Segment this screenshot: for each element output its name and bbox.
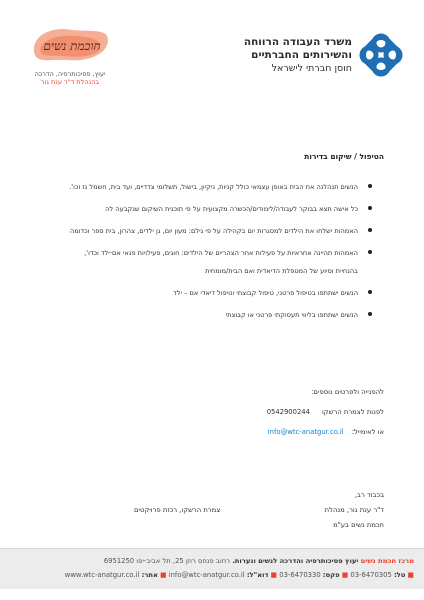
footer-email-link[interactable]: info@wtc-anatgur.co.il — [168, 571, 245, 579]
footer-tel[interactable]: 03-6470305 — [350, 571, 392, 579]
footer-line-1 — [10, 557, 414, 565]
footer-email-label: דוא"ל: — [246, 571, 269, 579]
brand-tagline: יעוץ, פסיכותרפיה, הדרכה — [34, 70, 106, 78]
footer-fax-label: פקס: — [322, 571, 340, 579]
signature-closing: בכבוד רב, — [354, 491, 384, 499]
list-item: הנשים ישתתפו בטיפול פרטני, טיפול קבוצתי וטיפול דיאדי אם – ילד — [68, 284, 372, 302]
list-item: כל אישה תצא בבוקר לעבודה/לימודים/הכשרה מקצועית על פי תוכנית השיקום שנקבעה לה — [68, 200, 372, 218]
ministry-header — [244, 32, 404, 78]
brand-block — [28, 22, 112, 86]
footer-bullet-icon: ■ — [341, 571, 349, 579]
footer-bullet-icon: ■ — [270, 571, 278, 579]
signature-org: חכמת נשים בע"מ — [333, 521, 384, 529]
footer-bullet-icon: ■ — [160, 571, 167, 579]
contact-email-row — [84, 422, 384, 442]
list-item: הנשים ישתתפו בליווי תעסוקתי פרטני או קבוצתי — [68, 306, 372, 324]
list-item: האמהות ישלחו את הילדים למסגרות יום בקהילה על פי גילם: מעון יום, גן ילדים, צהרון, בית ספר וכדומה — [68, 222, 372, 240]
footer-address: רחוב פנחס רוזן 25, תל אביב-יפו 6951250 — [103, 557, 231, 565]
signature-block — [44, 488, 384, 533]
ministry-line-2: והשירותים החברתיים — [251, 48, 352, 61]
contact-email-link[interactable]: info@wtc-anatgur.co.il — [267, 428, 344, 436]
list-item: הנשים תנהלנה את הבית באופן עצמאי כולל קניות, ניקיון, בישול, תשלומי צדדיים, ועד בית, חשמל גז וכו'. — [68, 178, 372, 196]
footer-line-2 — [10, 571, 414, 579]
contact-phone-row — [84, 402, 384, 422]
contact-phone[interactable]: 0542900244 — [266, 408, 310, 416]
document-subject: הטיפול / שיקום בדירות — [304, 152, 384, 161]
brand-director: בהנהלת ד"ר ענת גור — [40, 78, 100, 86]
contact-lead-label: לפנות לצמרת הרשקו — [321, 408, 384, 416]
list-item: האמהות תהיינה אחראיות על פעילות אחר הצהריים של הילדים: חוגים, פעילויות פנאי אם-ילד וכדו', בהנחיית וסיוע של המטפלת הדיאדית ואם הבית/מומחית — [68, 244, 372, 280]
ministry-knot-icon — [358, 32, 404, 78]
contact-email-label: או לאימייל: — [351, 428, 384, 436]
footer-tel-label: טל: — [393, 571, 406, 579]
footer-center-label: מרכז חכמת נשים — [360, 557, 414, 565]
ministry-name — [244, 36, 352, 75]
footer — [0, 548, 424, 589]
brand-logo — [28, 22, 112, 68]
bullet-list — [68, 178, 372, 328]
brand-logo-lettering: חוכמת נשים — [43, 39, 101, 53]
contact-intro: להפנייה ולפרטים נוספים: — [311, 388, 384, 396]
ministry-line-1: משרד העבודה הרווחה — [243, 35, 352, 48]
signer-2: צמרת הרשקו, רכזת פרויקטים — [134, 506, 221, 514]
footer-site-link[interactable]: www.wtc-anatgur.co.il — [64, 571, 140, 579]
footer-fax: 03-6470330 — [279, 571, 321, 579]
ministry-line-3: חוסן חברתי לישראל — [271, 62, 352, 74]
footer-site-label: אתר: — [141, 571, 158, 579]
contact-section — [84, 382, 384, 442]
signature-signers — [134, 503, 384, 518]
footer-center-desc: יעוץ פסיכותרפיה והדרכה לנשים ונערות. — [232, 557, 359, 565]
signer-1: ד"ר ענת גור, מנהלת — [324, 506, 384, 514]
footer-bullet-icon: ■ — [407, 571, 414, 579]
